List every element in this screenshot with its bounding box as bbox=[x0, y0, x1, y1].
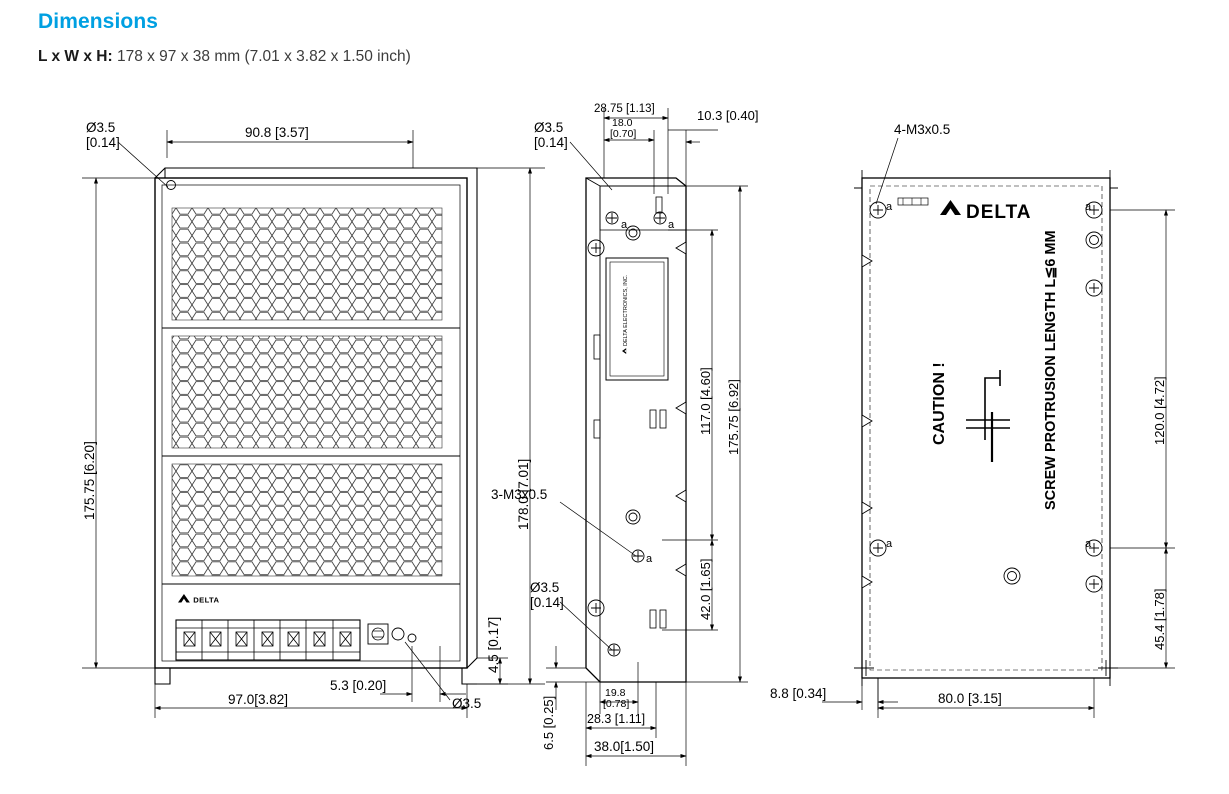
side-hole-dia-bottom-2: [0.14] bbox=[530, 595, 564, 610]
side-screw-callout: 3-M3x0.5 bbox=[491, 487, 548, 502]
front-width-top: 90.8 [3.57] bbox=[245, 125, 309, 140]
side-bottom-198-2: [0.78] bbox=[603, 698, 630, 710]
side-label-text: DELTA ELECTRONICS, INC. bbox=[623, 274, 629, 346]
front-height-right: 178.0 [7.01] bbox=[516, 458, 531, 530]
dimension-summary-value: 178 x 97 x 38 mm (7.01 x 3.82 x 1.50 inch) bbox=[116, 48, 411, 65]
side-view bbox=[586, 178, 686, 682]
side-hole-dia-line2: [0.14] bbox=[534, 135, 568, 150]
side-height-42: 42.0 [1.65] bbox=[698, 558, 713, 620]
back-height-120: 120.0 [4.72] bbox=[1152, 376, 1167, 445]
back-height-454: 45.4 [1.78] bbox=[1152, 588, 1167, 650]
svg-text:DELTA: DELTA bbox=[193, 595, 220, 605]
back-mark-a-ml: a bbox=[886, 538, 893, 550]
back-mark-a-mr: a bbox=[1085, 538, 1092, 550]
page-title: Dimensions bbox=[38, 10, 159, 33]
side-bottom-380: 38.0[1.50] bbox=[594, 739, 655, 754]
side-mark-a-2: a bbox=[668, 219, 675, 231]
side-height-17575: 175.75 [6.92] bbox=[726, 379, 741, 455]
side-hole-dia-bottom-1: Ø3.5 bbox=[530, 580, 560, 595]
front-height-left: 175.75 [6.20] bbox=[82, 441, 97, 520]
dimension-summary bbox=[38, 48, 411, 66]
front-view bbox=[155, 168, 477, 684]
front-hole-dia-line2: [0.14] bbox=[86, 135, 120, 150]
back-view bbox=[854, 170, 1118, 686]
page-title-block bbox=[38, 10, 158, 34]
back-bottom-88: 8.8 [0.34] bbox=[770, 686, 827, 701]
back-bottom-800: 80.0 [3.15] bbox=[938, 691, 1002, 706]
front-hole-dia-line1: Ø3.5 bbox=[86, 120, 116, 135]
side-hole-dia-line1: Ø3.5 bbox=[534, 120, 564, 135]
side-top-width-inner-2: [0.70] bbox=[610, 128, 637, 140]
side-top-width-outer: 28.75 [1.13] bbox=[594, 103, 655, 115]
back-mark-a-tr: a bbox=[1085, 201, 1092, 213]
front-foot-height: 4.5 [0.17] bbox=[486, 616, 501, 673]
back-mark-a-tl: a bbox=[886, 201, 893, 213]
side-top-right-offset: 10.3 [0.40] bbox=[697, 108, 759, 123]
front-hole-dia-bottom: Ø3.5 bbox=[452, 696, 482, 711]
back-logo-text: DELTA bbox=[966, 202, 1032, 223]
back-screw-callout: 4-M3x0.5 bbox=[894, 122, 951, 137]
dimension-summary-label: L x W x H: bbox=[38, 48, 113, 65]
back-screw-note: SCREW PROTRUSION LENGTH L≦6 MM bbox=[1043, 230, 1059, 510]
technical-drawing bbox=[0, 90, 1229, 790]
back-caution-label: CAUTION ! bbox=[931, 362, 948, 445]
side-mark-a-3: a bbox=[646, 553, 653, 565]
side-bottom-198-1: 19.8 bbox=[605, 687, 626, 699]
side-top-width-inner-1: 18.0 bbox=[612, 117, 633, 129]
side-mark-a-1: a bbox=[621, 219, 628, 231]
side-bottom-283: 28.3 [1.11] bbox=[587, 712, 646, 726]
front-bottom-offset: 5.3 [0.20] bbox=[330, 678, 387, 693]
front-width-bottom: 97.0[3.82] bbox=[228, 692, 289, 707]
side-bottom-offset-65: 6.5 [0.25] bbox=[541, 695, 556, 750]
side-height-117: 117.0 [4.60] bbox=[698, 367, 713, 435]
